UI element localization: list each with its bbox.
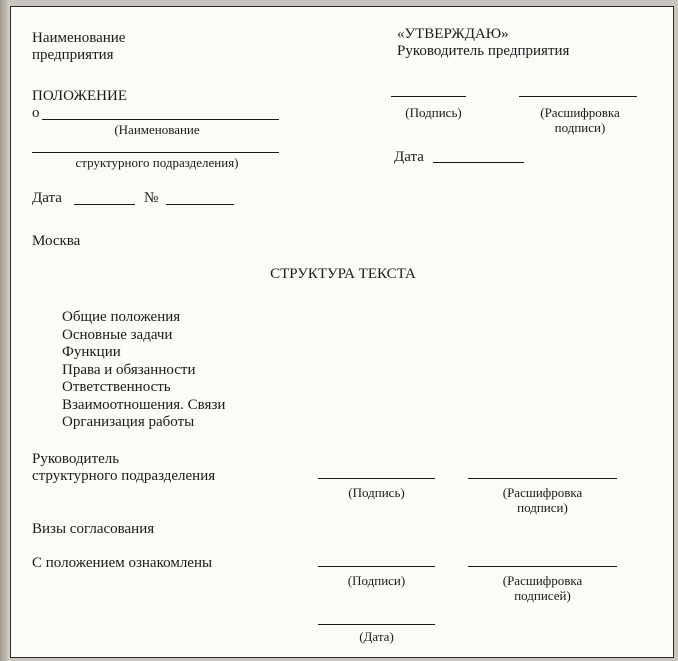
approve-sign-caption: (Подпись): [405, 105, 462, 120]
list-item: Основные задачи: [62, 326, 173, 343]
head-sign-caption: (Подпись): [348, 485, 405, 500]
structure-list: [62, 309, 225, 432]
binder-edge: [0, 0, 10, 661]
list-item: Функции: [62, 344, 121, 360]
list-item: Ответственность: [62, 379, 171, 395]
acq-decode-line: [468, 566, 617, 567]
head-title: Руководитель предприятия: [397, 43, 570, 59]
number-label: №: [144, 190, 159, 206]
city: Москва: [32, 233, 81, 249]
org-name-line2: предприятия: [32, 47, 114, 63]
approve-decode-caption-line2: подписи): [554, 120, 606, 135]
number-line: [166, 204, 234, 205]
org-name-line1: Наименование: [32, 30, 126, 46]
unit-name-line2: [32, 152, 279, 153]
acq-sign-line: [318, 566, 435, 567]
unit-name-line: [42, 119, 279, 120]
visas-label: Визы согласования: [32, 521, 155, 537]
acq-date-caption: (Дата): [359, 629, 394, 644]
acq-decode-caption-line2: подписей): [514, 588, 571, 603]
head-line2: структурного подразделения: [32, 468, 216, 484]
approve-decode-caption-line1: (Расшифровка: [540, 105, 620, 120]
list-item: Общие положения: [62, 309, 181, 325]
date-label-left: Дата: [32, 190, 62, 206]
doc-type-title: ПОЛОЖЕНИЕ: [32, 88, 127, 104]
acq-date-line: [318, 624, 435, 625]
head-line1: Руководитель: [32, 451, 120, 467]
head-decode-caption-line2: подписи): [517, 500, 568, 515]
approve-stamp: «УТВЕРЖДАЮ»: [397, 26, 509, 42]
acq-sign-caption: (Подписи): [347, 573, 406, 588]
head-decode-line: [468, 478, 617, 479]
acquainted-label: С положением ознакомлены: [32, 555, 213, 571]
date-line-right: [433, 162, 524, 163]
acq-decode-caption-line1: (Расшифровка: [502, 573, 583, 588]
structure-title: СТРУКТУРА ТЕКСТА: [270, 266, 416, 282]
approve-sign-line: [391, 96, 466, 97]
list-item: Взаимоотношения. Связи: [62, 396, 226, 413]
head-decode-caption-line1: (Расшифровка: [502, 485, 583, 500]
head-sign-line: [318, 478, 435, 479]
about-prefix: о: [32, 105, 40, 121]
list-item: Организация работы: [62, 414, 195, 430]
list-item: Права и обязанности: [62, 361, 196, 378]
unit-caption-line2: структурного подразделения): [75, 155, 239, 170]
date-line-left: [74, 204, 135, 205]
approve-decode-line: [519, 96, 637, 97]
document-page: [10, 6, 674, 658]
date-label-right: Дата: [394, 149, 424, 165]
unit-caption-line1: (Наименование: [114, 122, 200, 137]
